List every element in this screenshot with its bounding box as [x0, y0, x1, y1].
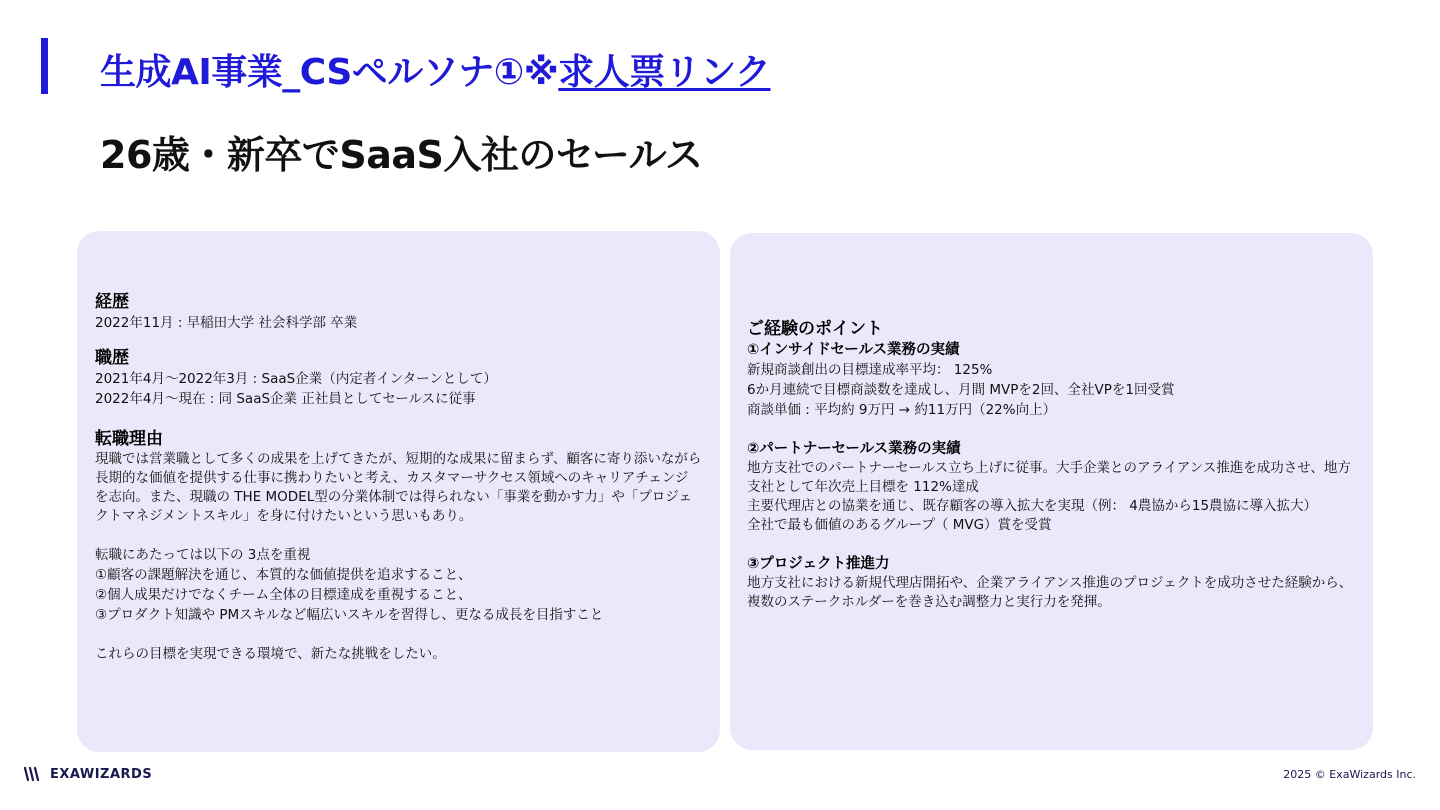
experience-points-card — [730, 233, 1373, 750]
priority-item: ③プロダクト知識や PMスキルなど幅広いスキルを習得し、更なる成長を目指すこと — [95, 607, 604, 623]
title-accent-bar — [41, 38, 48, 94]
job-posting-link[interactable]: 求人票リンク — [558, 52, 771, 93]
work-history-line: 2022年4月〜現在 : 同 SaaS企業 正社員としてセールスに従事 — [95, 391, 476, 407]
exawizards-logo — [24, 766, 152, 782]
achievement-line: 全社で最も価値のあるグループ（ MVG）賞を受賞 — [747, 517, 1052, 533]
achievement-line: 地方支社でのパートナーセールス立ち上げに従事。大手企業とのアライアンス推進を成功させ、地方支社として年次売上目標を 112%達成 — [747, 460, 1351, 495]
achievement-line: 商談単価 : 平均約 9万円 → 約11万円（22%向上） — [747, 402, 1057, 418]
logo-text: EXAWIZARDS — [50, 766, 153, 782]
achievement-line: 6か月連続で目標商談数を達成し、月間 MVPを2回、全社VPを1回受賞 — [747, 382, 1175, 398]
section-title-partner-sales: ②パートナーセールス業務の実績 — [747, 441, 961, 457]
closing-statement: これらの目標を実現できる環境で、新たな挑戦をしたい。 — [95, 646, 446, 662]
job-change-reason-text: 現職では営業職として多くの成果を上げてきたが、短期的な成果に留まらず、顧客に寄り添いながら長期的な価値を提供する仕事に携わりたいと考え、カスタマーサクセス領域へのキャリアチェンジを志向。また、現職の THE MODEL型の分業体制では得られない「事業を動かす力」や「プロジェクトマネジメントスキル」を身に付けたいという思いもあり。 — [95, 451, 702, 524]
exawizards-mark-icon — [24, 766, 44, 782]
copyright: 2025 © ExaWizards Inc. — [1283, 768, 1416, 781]
achievement-line: 地方支社における新規代理店開拓や、企業アライアンス推進のプロジェクトを成功させた経験から、複数のステークホルダーを巻き込む調整力と実行力を発揮。 — [747, 575, 1353, 610]
work-history-line: 2021年4月〜2022年3月 : SaaS企業（内定者インターンとして） — [95, 371, 497, 387]
job-change-reason-heading: 転職理由 — [95, 429, 163, 449]
section-title-project-drive: ③プロジェクト推進力 — [747, 556, 890, 572]
persona-background-card — [77, 231, 720, 752]
priority-item: ②個人成果だけでなくチーム全体の目標達成を重視すること、 — [95, 587, 472, 603]
page-title-main: 生成AI事業_CSペルソナ①※ — [100, 52, 559, 93]
achievement-line: 主要代理店との協業を通じ、既存顧客の導入拡大を実現（例： 4農協から15農協に導入拡大） — [747, 498, 1318, 514]
achievement-line: 新規商談創出の目標達成率平均： 125% — [747, 362, 993, 378]
section-title-inside-sales: ①インサイドセールス業務の実績 — [747, 342, 960, 358]
page-title — [100, 44, 771, 95]
persona-subtitle: 26歳・新卒でSaaS入社のセールス — [100, 133, 703, 177]
priority-intro: 転職にあたっては以下の 3点を重視 — [95, 547, 311, 563]
work-history-heading: 職歴 — [95, 348, 129, 368]
experience-points-heading: ご経験のポイント — [747, 319, 883, 339]
priority-item: ①顧客の課題解決を通じ、本質的な価値提供を追求すること、 — [95, 567, 472, 583]
career-line: 2022年11月 : 早稲田大学 社会科学部 卒業 — [95, 315, 358, 331]
career-heading: 経歴 — [95, 292, 129, 312]
